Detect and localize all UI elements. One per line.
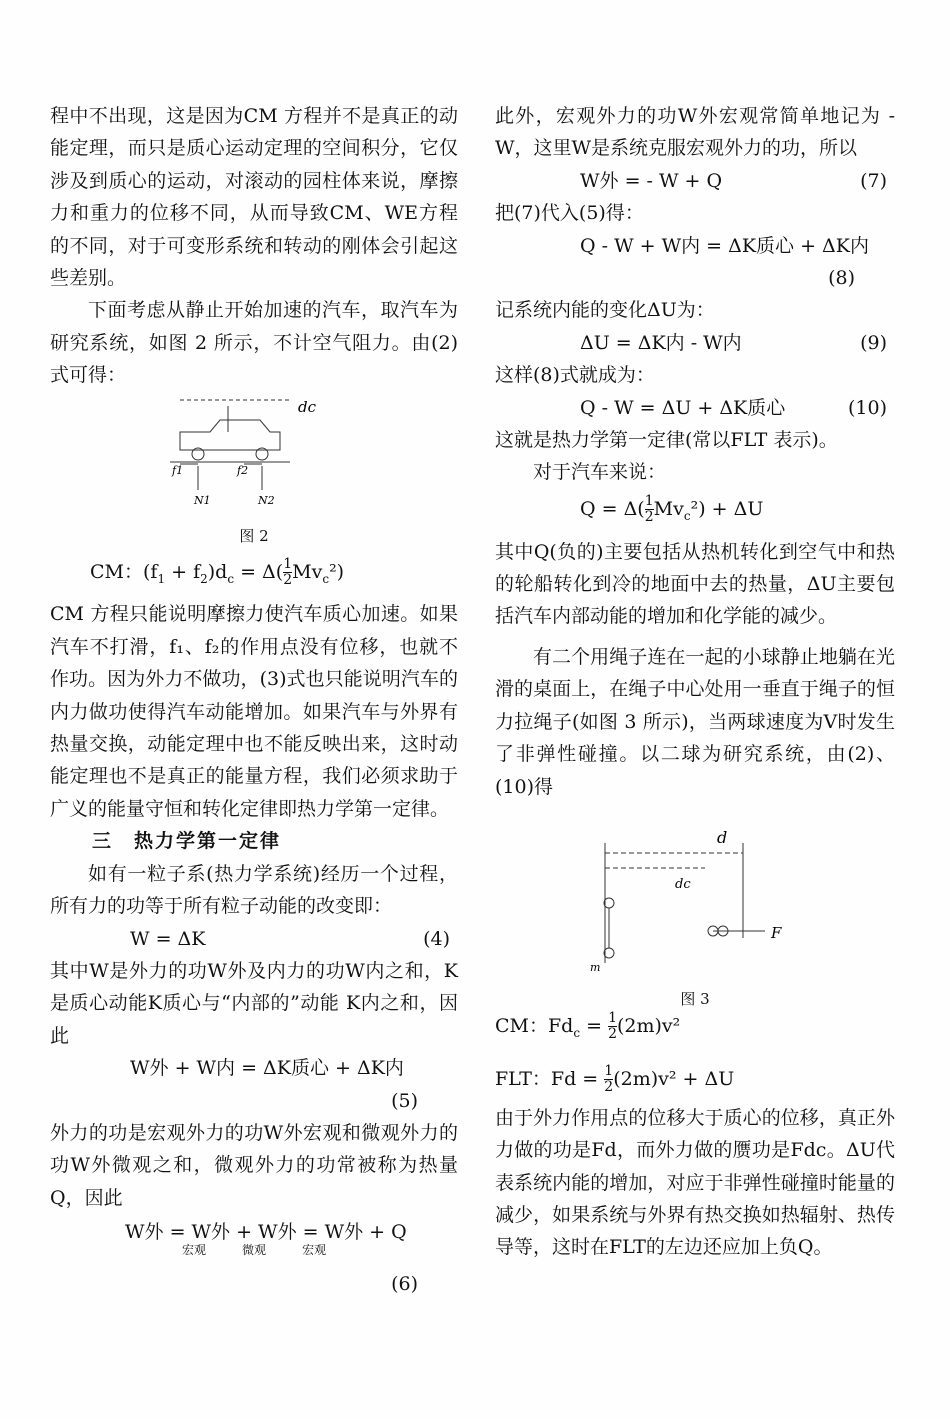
paragraph: CM 方程只能说明摩擦力使汽车质心加速。如果汽车不打滑，f₁、f₂的作用点没有位移，也就不作功。因为外力不做功，(3)式也只能说明汽车的内力做功使得汽车动能增加。如果汽车与外界有热量交换，动能定理中也不能反映出来，这时动能定理也不是真正的能量方程，我们必须求助于广义的能量守恒和转化定律即热力学第一定律。 bbox=[50, 603, 458, 820]
equation-8: Q - W + W内 = ΔK质心 + ΔK内 bbox=[580, 234, 869, 257]
paragraph: 外力的功是宏观外力的功W外宏观和微观外力的功W外微观之和，微观外力的功常被称为热量Q，因此 bbox=[50, 1121, 458, 1209]
equation-number: (8) bbox=[828, 267, 855, 290]
equation-cm-balls: CM：$Fd_c$ = $\frac{1}{2}$ (2m)v² bbox=[495, 1010, 681, 1043]
paragraph: 这样(8)式就成为： bbox=[495, 364, 655, 387]
label-d: d bbox=[717, 827, 728, 847]
equation-number: (5) bbox=[391, 1089, 418, 1112]
paragraph: 对于汽车来说： bbox=[533, 461, 667, 484]
paragraph: 程中不出现，这是因为CM 方程并不是真正的动能定理，而只是质心运动定理的空间积分，它仅涉及到质心的运动，对滚动的园柱体来说，摩擦力和重力的位移不同，从而导致CM、WE方程的不同，对于可变形系统和转动的刚体会引起这些差别。 bbox=[50, 105, 458, 290]
label-n1: N1 bbox=[194, 493, 211, 507]
equation-6-subscripts: 宏观 微观 宏观 bbox=[182, 1243, 327, 1258]
car-diagram bbox=[50, 392, 458, 510]
equation-7: W外 = - W + Q (7) bbox=[580, 169, 887, 192]
equation-car: Q = Δ( $\frac{1}{2}$ $Mv_c^2) + \Delta U$ bbox=[580, 493, 764, 526]
paragraph: 如有一粒子系(热力学系统)经历一个过程，所有力的功等于所有粒子动能的改变即： bbox=[50, 862, 458, 918]
balls-diagram bbox=[495, 813, 895, 973]
figure-2 bbox=[50, 392, 458, 546]
label-f2: f2 bbox=[237, 463, 249, 477]
equation-flt-balls: FLT：Fd = $\frac{1}{2}$ (2m)v² + ΔU bbox=[495, 1063, 735, 1096]
left-column bbox=[50, 100, 458, 1301]
label-dc: dc bbox=[298, 397, 317, 416]
equation-9: ΔU = ΔK内 - W内 (9) bbox=[580, 331, 887, 354]
figure-3 bbox=[495, 813, 895, 1009]
paragraph: 此外，宏观外力的功W外宏观常简单地记为 -W，这里W是系统克服宏观外力的功，所以 bbox=[495, 105, 895, 160]
equation-cm: CM：$(f_1 + f_2)d_c = \Delta$( $\frac{1}{2}$ $Mv_c^2$) bbox=[90, 556, 345, 589]
paragraph: 这就是热力学第一定律(常以FLT 表示)。 bbox=[495, 429, 838, 452]
paragraph: 把(7)代入(5)得： bbox=[495, 202, 644, 225]
paragraph: 下面考虑从静止开始加速的汽车，取汽车为研究系统，如图 2 所示，不计空气阻力。由(2)式可得： bbox=[50, 299, 458, 387]
paragraph: 其中Q(负的)主要包括从热机转化到空气中和热的轮船转化到冷的地面中去的热量，ΔU主要包括汽车内部动能的增加和化学能的减少。 bbox=[495, 540, 895, 628]
paragraph: 由于外力作用点的位移大于质心的位移，真正外力做的功是Fd，而外力做的赝功是Fdc。ΔU代表系统内能的增加，对应于非弹性碰撞时能量的减少，如果系统与外界有热交换如热辐射、热传导等，这时在FLT的左边还应加上负Q。 bbox=[495, 1106, 895, 1259]
label-dc: dc bbox=[675, 876, 691, 892]
paragraph: 记系统内能的变化ΔU为： bbox=[495, 299, 715, 322]
label-n2: N2 bbox=[258, 493, 275, 507]
figure-caption: 图 3 bbox=[680, 990, 710, 1009]
equation-10: Q - W = ΔU + ΔK质心 (10) bbox=[580, 396, 887, 419]
label-f1: f1 bbox=[172, 463, 184, 477]
equation-5: W外 + W内 = ΔK质心 + ΔK内 bbox=[130, 1057, 404, 1080]
paragraph: 有二个用绳子连在一起的小球静止地躺在光滑的桌面上，在绳子中心处用一垂直于绳子的恒力拉绳子(如图 3 所示)，当两球速度为V时发生了非弹性碰撞。以二球为研究系统，由(2)、(10)得 bbox=[495, 645, 895, 798]
equation-number: (6) bbox=[391, 1273, 418, 1296]
label-m: m bbox=[590, 960, 601, 973]
equation-4: W = ΔK (4) bbox=[130, 927, 450, 950]
right-column bbox=[495, 100, 895, 1264]
equation-6: W外 = W外 + W外 = W外 + Q bbox=[125, 1221, 407, 1244]
paragraph: 其中W是外力的功W外及内力的功W内之和，K是质心动能K质心与“内部的”动能 K内之和，因此 bbox=[50, 959, 458, 1047]
figure-caption: 图 2 bbox=[239, 527, 269, 546]
section-heading: 三 热力学第一定律 bbox=[92, 830, 282, 853]
label-F: F bbox=[771, 923, 782, 942]
